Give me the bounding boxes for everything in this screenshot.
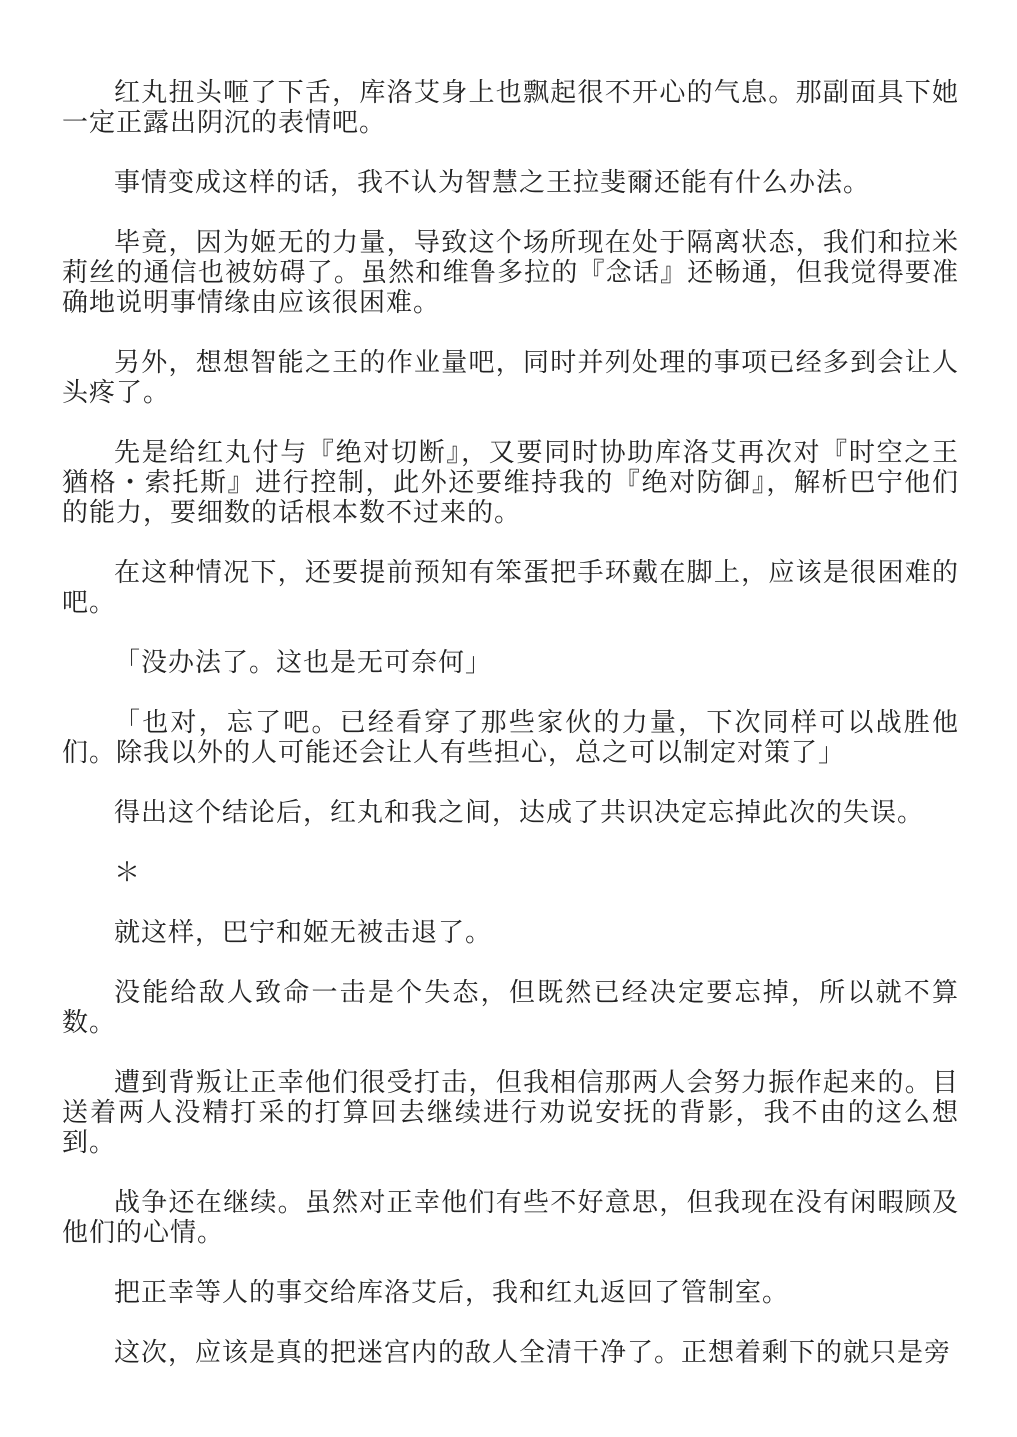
text-content [62, 78, 959, 1368]
paragraph: 毕竟，因为姬无的力量，导致这个场所现在处于隔离状态，我们和拉米莉丝的通信也被妨碍了。虽然和维鲁多拉的『念话』还畅通，但我觉得要准确地说明事情缘由应该很困难。 [62, 228, 959, 317]
paragraph: 把正幸等人的事交给库洛艾后，我和红丸返回了管制室。 [114, 1278, 790, 1307]
scene-separator: ＊ [114, 858, 142, 887]
paragraph: 遭到背叛让正幸他们很受打击，但我相信那两人会努力振作起来的。目送着两人没精打采的打算回去继续进行劝说安抚的背影，我不由的这么想到。 [62, 1068, 959, 1157]
paragraph: 就这样，巴宁和姬无被击退了。 [114, 918, 493, 947]
paragraph: 没能给敌人致命一击是个失态，但既然已经决定要忘掉，所以就不算数。 [62, 978, 959, 1037]
paragraph: 红丸扭头咂了下舌，库洛艾身上也飘起很不开心的气息。那副面具下她一定正露出阴沉的表情吧。 [62, 78, 959, 137]
paragraph: 得出这个结论后，红丸和我之间，达成了共识决定忘掉此次的失误。 [114, 798, 925, 827]
paragraph: 先是给红丸付与『绝对切断』，又要同时协助库洛艾再次对『时空之王猶格・索托斯』进行控制，此外还要维持我的『绝对防御』，解析巴宁他们的能力，要细数的话根本数不过来的。 [62, 438, 959, 527]
paragraph: 在这种情况下，还要提前预知有笨蛋把手环戴在脚上，应该是很困难的吧。 [62, 558, 959, 617]
paragraph: 「也对，忘了吧。已经看穿了那些家伙的力量，下次同样可以战胜他们。除我以外的人可能还会让人有些担心，总之可以制定对策了」 [62, 708, 959, 767]
paragraph: 事情变成这样的话，我不认为智慧之王拉斐爾还能有什么办法。 [114, 168, 871, 197]
paragraph: 另外，想想智能之王的作业量吧，同时并列处理的事项已经多到会让人头疼了。 [62, 348, 959, 407]
paragraph: 这次，应该是真的把迷宫内的敌人全清干净了。正想着剩下的就只是旁 [114, 1338, 952, 1367]
paragraph: 「没办法了。这也是无可奈何」 [114, 648, 493, 677]
paragraph: 战争还在继续。虽然对正幸他们有些不好意思，但我现在没有闲暇顾及他们的心情。 [62, 1188, 959, 1247]
